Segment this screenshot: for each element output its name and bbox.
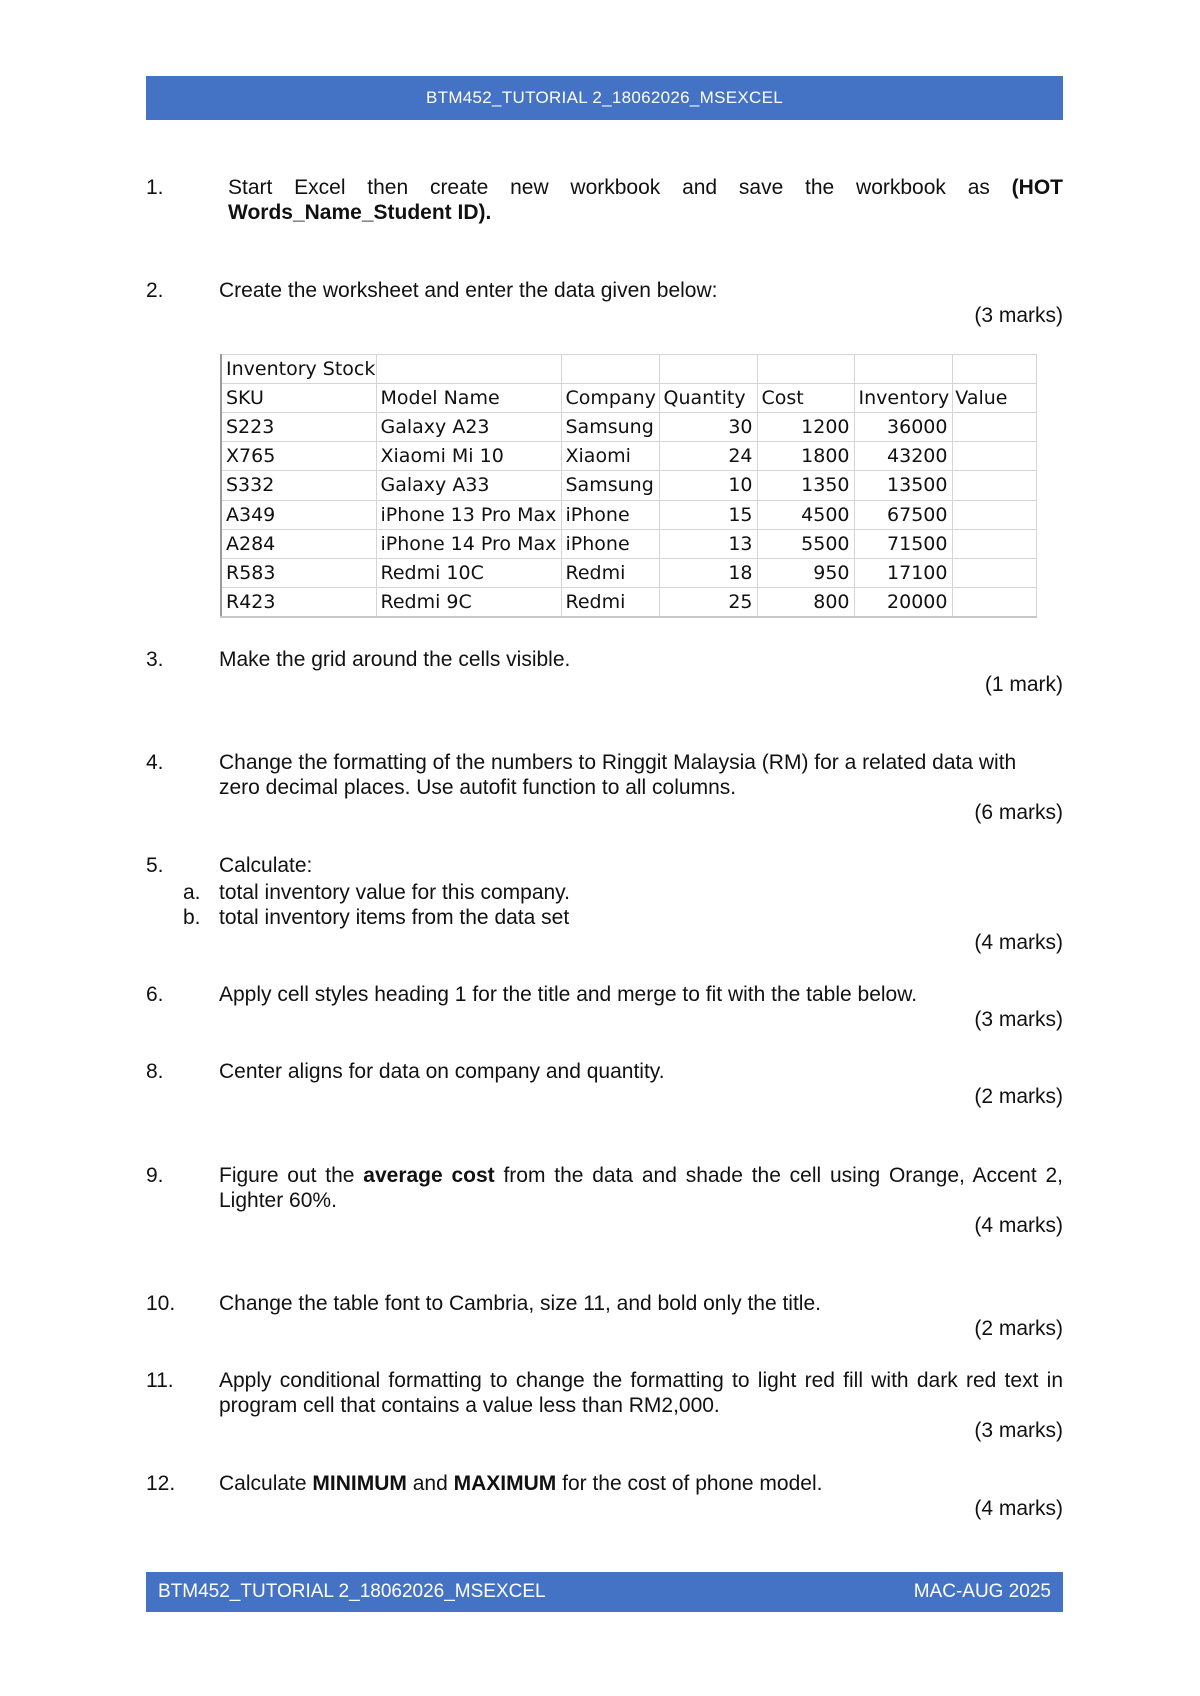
- table-cell[interactable]: 5500: [757, 529, 854, 558]
- empty-cell[interactable]: [561, 355, 659, 384]
- empty-cell[interactable]: [376, 355, 561, 384]
- empty-cell[interactable]: [952, 413, 1036, 442]
- table-cell[interactable]: Galaxy A23: [376, 413, 561, 442]
- header-cell[interactable]: Company: [561, 384, 659, 413]
- table-cell[interactable]: 36000: [854, 413, 952, 442]
- table-cell[interactable]: 4500: [757, 500, 854, 529]
- table-cell[interactable]: R583: [221, 558, 376, 587]
- table-cell[interactable]: Redmi 10C: [376, 558, 561, 587]
- table-cell[interactable]: R423: [221, 587, 376, 617]
- table-row: [221, 413, 1036, 442]
- empty-cell[interactable]: [952, 442, 1036, 471]
- question-number: 12.: [146, 1472, 176, 1495]
- question-12: [146, 1471, 1063, 1521]
- question-marks: (1 mark): [984, 673, 1063, 696]
- table-cell[interactable]: X765: [221, 442, 376, 471]
- sub-item-list: [146, 880, 1063, 930]
- table-cell[interactable]: S223: [221, 413, 376, 442]
- question-marks: (3 marks): [974, 304, 1063, 327]
- list-item-text: total inventory value for this company.: [219, 881, 570, 904]
- table-cell[interactable]: 10: [659, 471, 757, 500]
- table-cell[interactable]: A284: [221, 529, 376, 558]
- excel-table: [220, 354, 1037, 618]
- header-cell[interactable]: Inventory Value: [854, 384, 952, 413]
- table-cell[interactable]: 1800: [757, 442, 854, 471]
- question-text: Change the formatting of the numbers to Ringgit Malaysia (RM) for a related data with zero decimal places. Use autofit function to all columns.: [219, 751, 1017, 799]
- question-text: Calculate: [219, 1472, 307, 1495]
- list-item-text: total inventory items from the data set: [219, 906, 570, 929]
- empty-cell[interactable]: [952, 558, 1036, 587]
- list-item: [146, 880, 1063, 905]
- table-cell[interactable]: 43200: [854, 442, 952, 471]
- question-text: Create the worksheet and enter the data given below:: [219, 279, 718, 302]
- empty-cell[interactable]: [757, 355, 854, 384]
- question-text: Start Excel then create new workbook and save the workbook as: [228, 176, 990, 199]
- list-item-letter: a.: [183, 881, 201, 904]
- table-row: [221, 587, 1036, 617]
- question-number: 10.: [146, 1292, 176, 1315]
- table-cell[interactable]: Galaxy A33: [376, 471, 561, 500]
- table-row: [221, 442, 1036, 471]
- empty-cell[interactable]: [952, 587, 1036, 617]
- table-cell[interactable]: 71500: [854, 529, 952, 558]
- table-cell[interactable]: iPhone 13 Pro Max: [376, 500, 561, 529]
- table-cell[interactable]: 17100: [854, 558, 952, 587]
- question-text: and: [412, 1472, 448, 1495]
- question-marks: (6 marks): [974, 801, 1063, 824]
- table-cell[interactable]: iPhone: [561, 529, 659, 558]
- table-title-row: [221, 355, 1036, 384]
- table-cell[interactable]: S332: [221, 471, 376, 500]
- question-marks: (4 marks): [974, 1214, 1063, 1237]
- question-text: for the cost of phone model.: [562, 1472, 823, 1495]
- header-cell[interactable]: Cost: [757, 384, 854, 413]
- question-number: 1.: [146, 176, 164, 199]
- table-cell[interactable]: iPhone: [561, 500, 659, 529]
- header-cell[interactable]: Model Name: [376, 384, 561, 413]
- question-4: [146, 750, 1063, 825]
- table-cell[interactable]: 20000: [854, 587, 952, 617]
- question-marks: (2 marks): [974, 1317, 1063, 1340]
- table-title-cell[interactable]: Inventory Stock: [221, 355, 376, 384]
- question-8: [146, 1059, 1063, 1109]
- table-row: [221, 529, 1036, 558]
- question-marks: (4 marks): [974, 931, 1063, 954]
- question-bold-text: MINIMUM: [312, 1472, 407, 1495]
- question-marks: (4 marks): [974, 1497, 1063, 1520]
- page-footer: [146, 1572, 1063, 1612]
- question-number: 11.: [146, 1369, 174, 1392]
- question-9: [146, 1163, 1063, 1238]
- table-cell[interactable]: 13500: [854, 471, 952, 500]
- question-number: 4.: [146, 751, 164, 774]
- list-item: [146, 905, 1063, 930]
- question-number: 9.: [146, 1164, 164, 1187]
- question-marks: (2 marks): [974, 1085, 1063, 1108]
- question-5: [146, 853, 1063, 955]
- question-number: 3.: [146, 648, 164, 671]
- table-cell[interactable]: Xiaomi Mi 10: [376, 442, 561, 471]
- table-row: [221, 471, 1036, 500]
- question-bold-text: MAXIMUM: [453, 1472, 557, 1495]
- question-2: [146, 278, 1063, 328]
- empty-cell[interactable]: [952, 355, 1036, 384]
- table-cell[interactable]: 18: [659, 558, 757, 587]
- header-cell[interactable]: SKU: [221, 384, 376, 413]
- question-text: Apply conditional formatting to change the formatting to light red fill with dark red text in program cell that contains a value less than RM2,000.: [219, 1369, 1063, 1417]
- list-item-letter: b.: [183, 906, 201, 929]
- table-cell[interactable]: 950: [757, 558, 854, 587]
- question-marks: (3 marks): [974, 1008, 1063, 1031]
- table-cell[interactable]: 67500: [854, 500, 952, 529]
- question-text: from the data and shade the cell using Orange, Accent 2, Lighter 60%.: [219, 1164, 1063, 1212]
- table-cell[interactable]: Samsung: [561, 471, 659, 500]
- table-cell[interactable]: Redmi: [561, 558, 659, 587]
- question-marks: (3 marks): [974, 1419, 1063, 1442]
- table-cell[interactable]: Xiaomi: [561, 442, 659, 471]
- table-row: [221, 500, 1036, 529]
- table-cell[interactable]: Redmi: [561, 587, 659, 617]
- question-text: Apply cell styles heading 1 for the title and merge to fit with the table below.: [219, 983, 918, 1006]
- table-cell[interactable]: Samsung: [561, 413, 659, 442]
- table-cell[interactable]: 1200: [757, 413, 854, 442]
- question-number: 5.: [146, 854, 164, 877]
- empty-cell[interactable]: [659, 355, 757, 384]
- question-text: Figure out the: [219, 1164, 355, 1187]
- table-header-row: [221, 384, 1036, 413]
- header-title: BTM452_TUTORIAL 2_18062026_MSEXCEL: [426, 88, 783, 107]
- table-cell[interactable]: 800: [757, 587, 854, 617]
- footer-title: BTM452_TUTORIAL 2_18062026_MSEXCEL: [158, 1581, 546, 1602]
- question-text: Center aligns for data on company and quantity.: [219, 1060, 665, 1083]
- question-10: [146, 1291, 1063, 1341]
- question-number: 6.: [146, 983, 164, 1006]
- table-cell[interactable]: iPhone 14 Pro Max: [376, 529, 561, 558]
- header-cell[interactable]: Quantity: [659, 384, 757, 413]
- question-number: 2.: [146, 279, 164, 302]
- page-header: [146, 76, 1063, 120]
- footer-semester: MAC-AUG 2025: [913, 1581, 1051, 1602]
- empty-cell[interactable]: [952, 500, 1036, 529]
- question-11: [146, 1368, 1063, 1443]
- table-cell[interactable]: 13: [659, 529, 757, 558]
- question-number: 8.: [146, 1060, 164, 1083]
- empty-cell[interactable]: [952, 529, 1036, 558]
- question-1: [146, 175, 1063, 225]
- table-cell[interactable]: 24: [659, 442, 757, 471]
- table-row: [221, 558, 1036, 587]
- table-cell[interactable]: 30: [659, 413, 757, 442]
- question-bold-text: (HOT Words_Name_Student ID).: [228, 176, 1063, 224]
- table-cell[interactable]: Redmi 9C: [376, 587, 561, 617]
- question-text: Change the table font to Cambria, size 11, and bold only the title.: [219, 1292, 821, 1315]
- question-text: Calculate:: [219, 854, 313, 877]
- table-cell[interactable]: 1350: [757, 471, 854, 500]
- empty-cell[interactable]: [854, 355, 952, 384]
- question-3: [146, 647, 1063, 697]
- question-bold-text: average cost: [363, 1164, 495, 1187]
- question-text: Make the grid around the cells visible.: [219, 648, 571, 671]
- empty-cell[interactable]: [952, 471, 1036, 500]
- table-cell[interactable]: 25: [659, 587, 757, 617]
- table-cell[interactable]: A349: [221, 500, 376, 529]
- question-6: [146, 982, 1063, 1032]
- table-cell[interactable]: 15: [659, 500, 757, 529]
